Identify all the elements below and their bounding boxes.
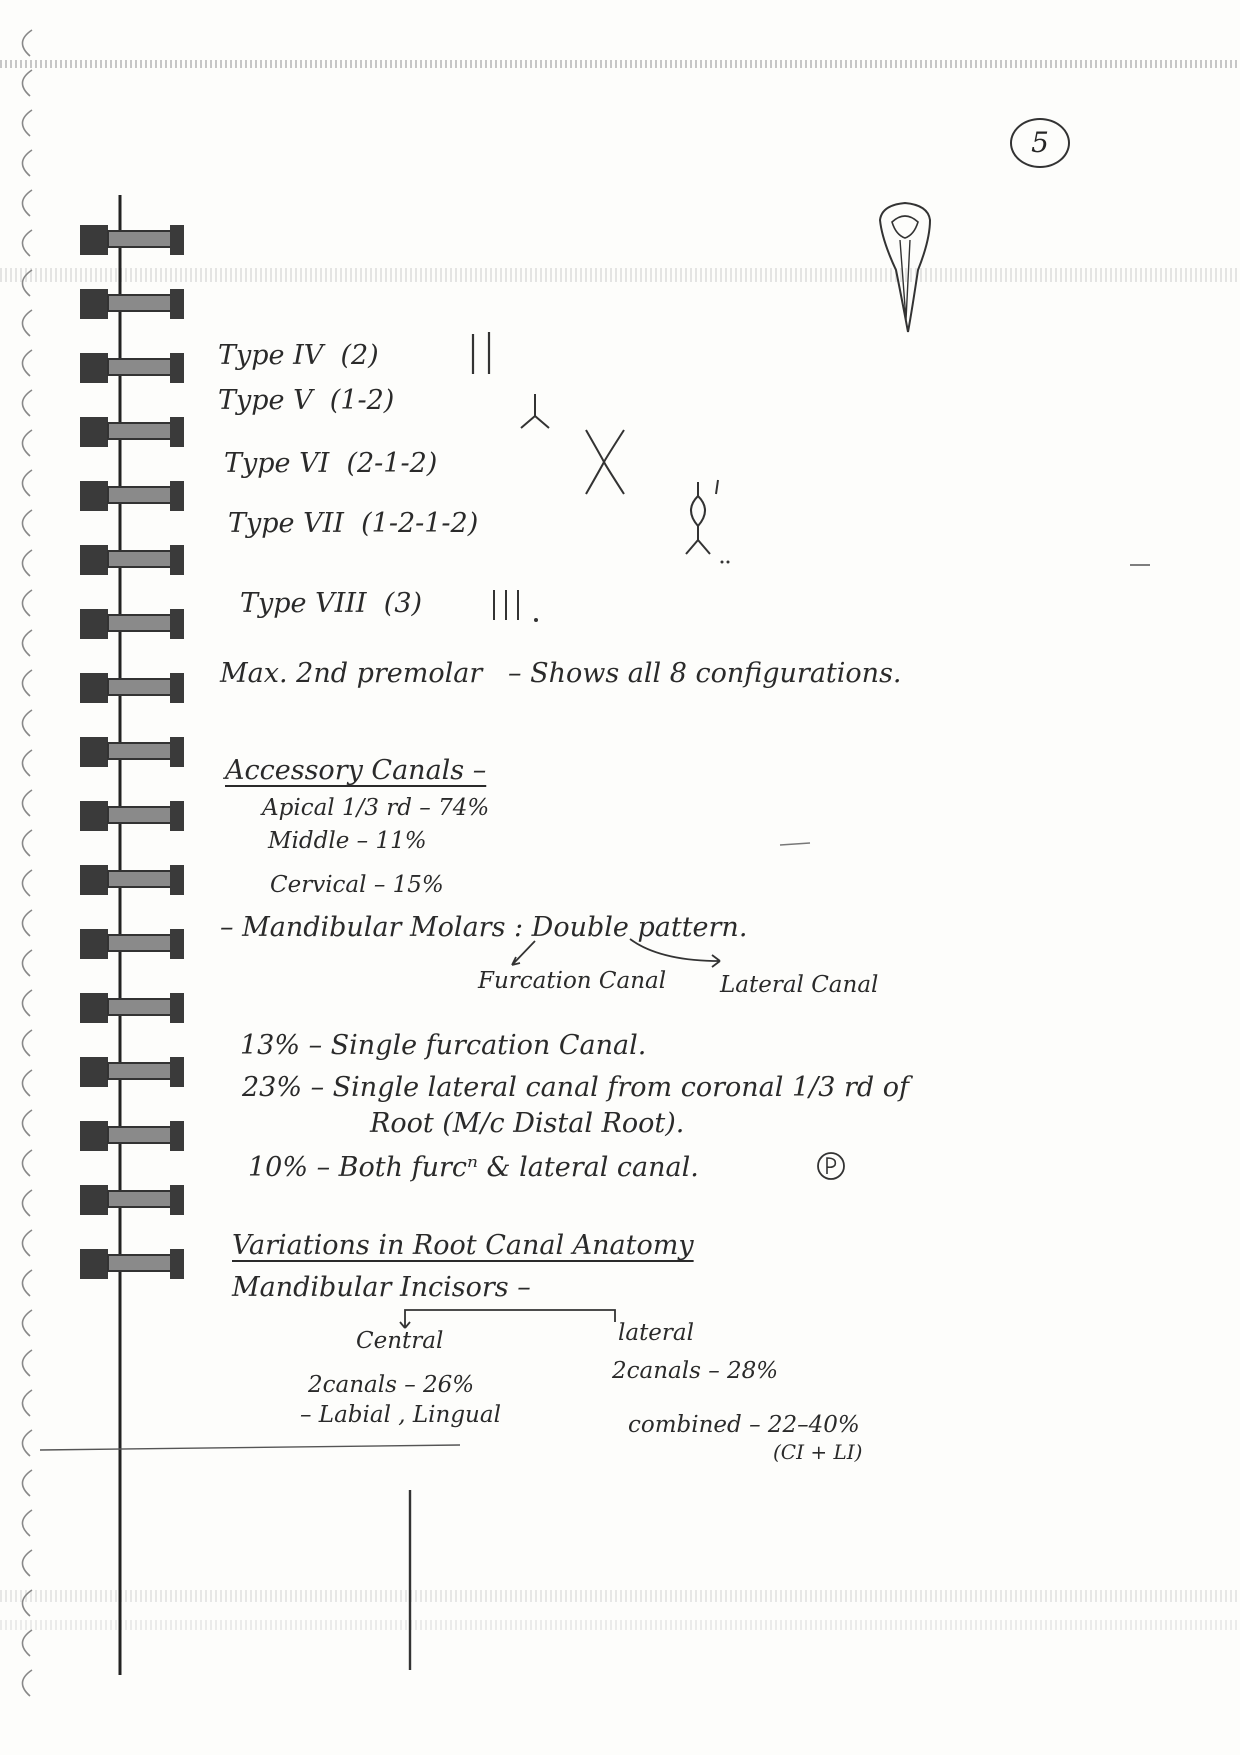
- lateral-canals: 2canals – 28%: [612, 1358, 779, 1384]
- canal-type-6: Type VI (2-1-2): [224, 448, 438, 479]
- accessory-heading: Accessory Canals –: [225, 755, 487, 786]
- stat-both: 10% – Both furcⁿ & lateral canal.: [248, 1152, 699, 1183]
- max-premolar-text: – Shows all 8 configurations.: [508, 658, 902, 689]
- central-label: Central: [356, 1328, 444, 1354]
- max-premolar-label: Max. 2nd premolar: [220, 658, 483, 689]
- furcation-canal: Furcation Canal: [478, 968, 667, 994]
- page-number-text: 5: [1031, 126, 1049, 159]
- accessory-apical: Apical 1/3 rd – 74%: [262, 795, 490, 821]
- canal-type-8: Type VIII (3): [240, 588, 423, 619]
- canal-type-5: Type V (1-2): [218, 385, 395, 416]
- combined-sub: (CI + LI): [773, 1440, 863, 1464]
- canal-type-4: Type IV (2): [218, 340, 379, 371]
- central-canals: 2canals – 26%: [308, 1372, 475, 1398]
- accessory-middle: Middle – 11%: [268, 828, 427, 854]
- mandibular-incisors: Mandibular Incisors –: [232, 1272, 531, 1303]
- stat-lateral-root: Root (M/c Distal Root).: [370, 1108, 685, 1139]
- accessory-cervical: Cervical – 15%: [270, 872, 444, 898]
- variations-heading: Variations in Root Canal Anatomy: [232, 1230, 694, 1261]
- canal-type-7: Type VII (1-2-1-2): [228, 508, 479, 539]
- stat-lateral: 23% – Single lateral canal from coronal 1/3 rd of: [242, 1072, 910, 1103]
- central-sub: – Labial , Lingual: [300, 1402, 501, 1428]
- combined: combined – 22–40%: [628, 1412, 860, 1438]
- stat-furcation: 13% – Single furcation Canal.: [240, 1030, 647, 1061]
- mandibular-molars: – Mandibular Molars : Double pattern.: [220, 912, 748, 943]
- lateral-label: lateral: [618, 1320, 694, 1346]
- lateral-canal: Lateral Canal: [720, 972, 879, 998]
